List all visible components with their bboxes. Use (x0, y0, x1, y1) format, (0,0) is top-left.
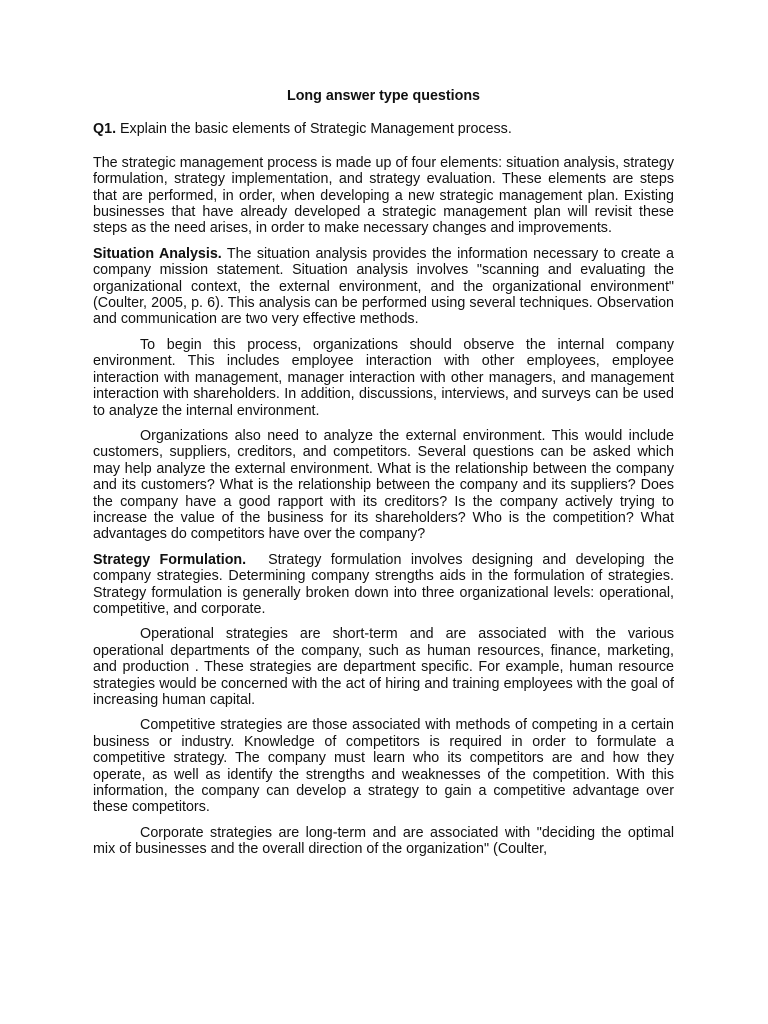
situation-analysis-heading: Situation Analysis. (93, 245, 222, 262)
document-page (93, 88, 674, 867)
question-line (93, 121, 674, 137)
question-text: Explain the basic elements of Strategic Management process. (116, 121, 512, 138)
page-title: Long answer type questions (286, 88, 481, 104)
operational-strategies-paragraph: Operational strategies are short-term and are associated with the various operational departments of the company, such as human resources, finance, marketing, and production . These strategies are department specific. For example, human resource strategies would be concerned with the act of hiring and training employees with the goal of increasing human capital. (93, 626, 674, 708)
competitive-strategies-paragraph: Competitive strategies are those associated with methods of competing in a certain business or industry. Knowledge of competitors is required in order to formulate a competitive strategy. The company must learn who its competitors are and how they operate, as well as identify the strengths and weaknesses of the competition. With this information, the company can develop a strategy to gain a competitive advantage over these competitors. (93, 717, 674, 816)
question-label: Q1. (93, 121, 117, 138)
strategy-formulation-text: Strategy formulation involves designing and developing the company strategies. Determining company strengths aids in the formulation of strategies. Strategy formulation is generally broken down into three organizational levels: operational, competitive, and corporate. (93, 551, 674, 617)
strategy-formulation-heading: Strategy Formulation. (93, 551, 247, 568)
situation-analysis-text: The situation analysis provides the information necessary to create a company mission statement. Situation analysis involves "scanning and evaluating the organizational context, the external environment, and the organizational environment" (Coulter, 2005, p. 6). This analysis can be performed using several techniques. Observation and communication are two very effective methods. (93, 245, 674, 328)
situation-analysis-paragraph (93, 246, 674, 328)
internal-environment-paragraph: To begin this process, organizations should observe the internal company environment. This includes employee interaction with other employees, employee interaction with management, manager interaction with other managers, and management interaction with shareholders. In addition, discussions, interviews, and surveys can be used to analyze the internal environment. (93, 336, 674, 419)
external-environment-paragraph: Organizations also need to analyze the external environment. This would include customers, suppliers, creditors, and competitors. Several questions can be asked which may help analyze the external environment. What is the relationship between the company and its customers? What is the relationship between the company and its suppliers? Does the company have a good rapport with its creditors? Is the company actively trying to increase the value of the business for its shareholders? Who is the competition? What advantages do competitors have over the company? (93, 427, 674, 543)
intro-paragraph: The strategic management process is made up of four elements: situation analysis, strategy formulation, strategy implementation, and strategy evaluation. These elements are steps that are performed, in order, when developing a new strategic management plan. Existing businesses that have already developed a strategic management plan will revisit these steps as the need arises, in order to make necessary changes and improvements. (93, 154, 674, 237)
strategy-formulation-paragraph (93, 552, 674, 618)
corporate-strategies-paragraph: Corporate strategies are long-term and are associated with "deciding the optimal mix of businesses and the overall direction of the organization" (Coulter, (93, 824, 674, 858)
